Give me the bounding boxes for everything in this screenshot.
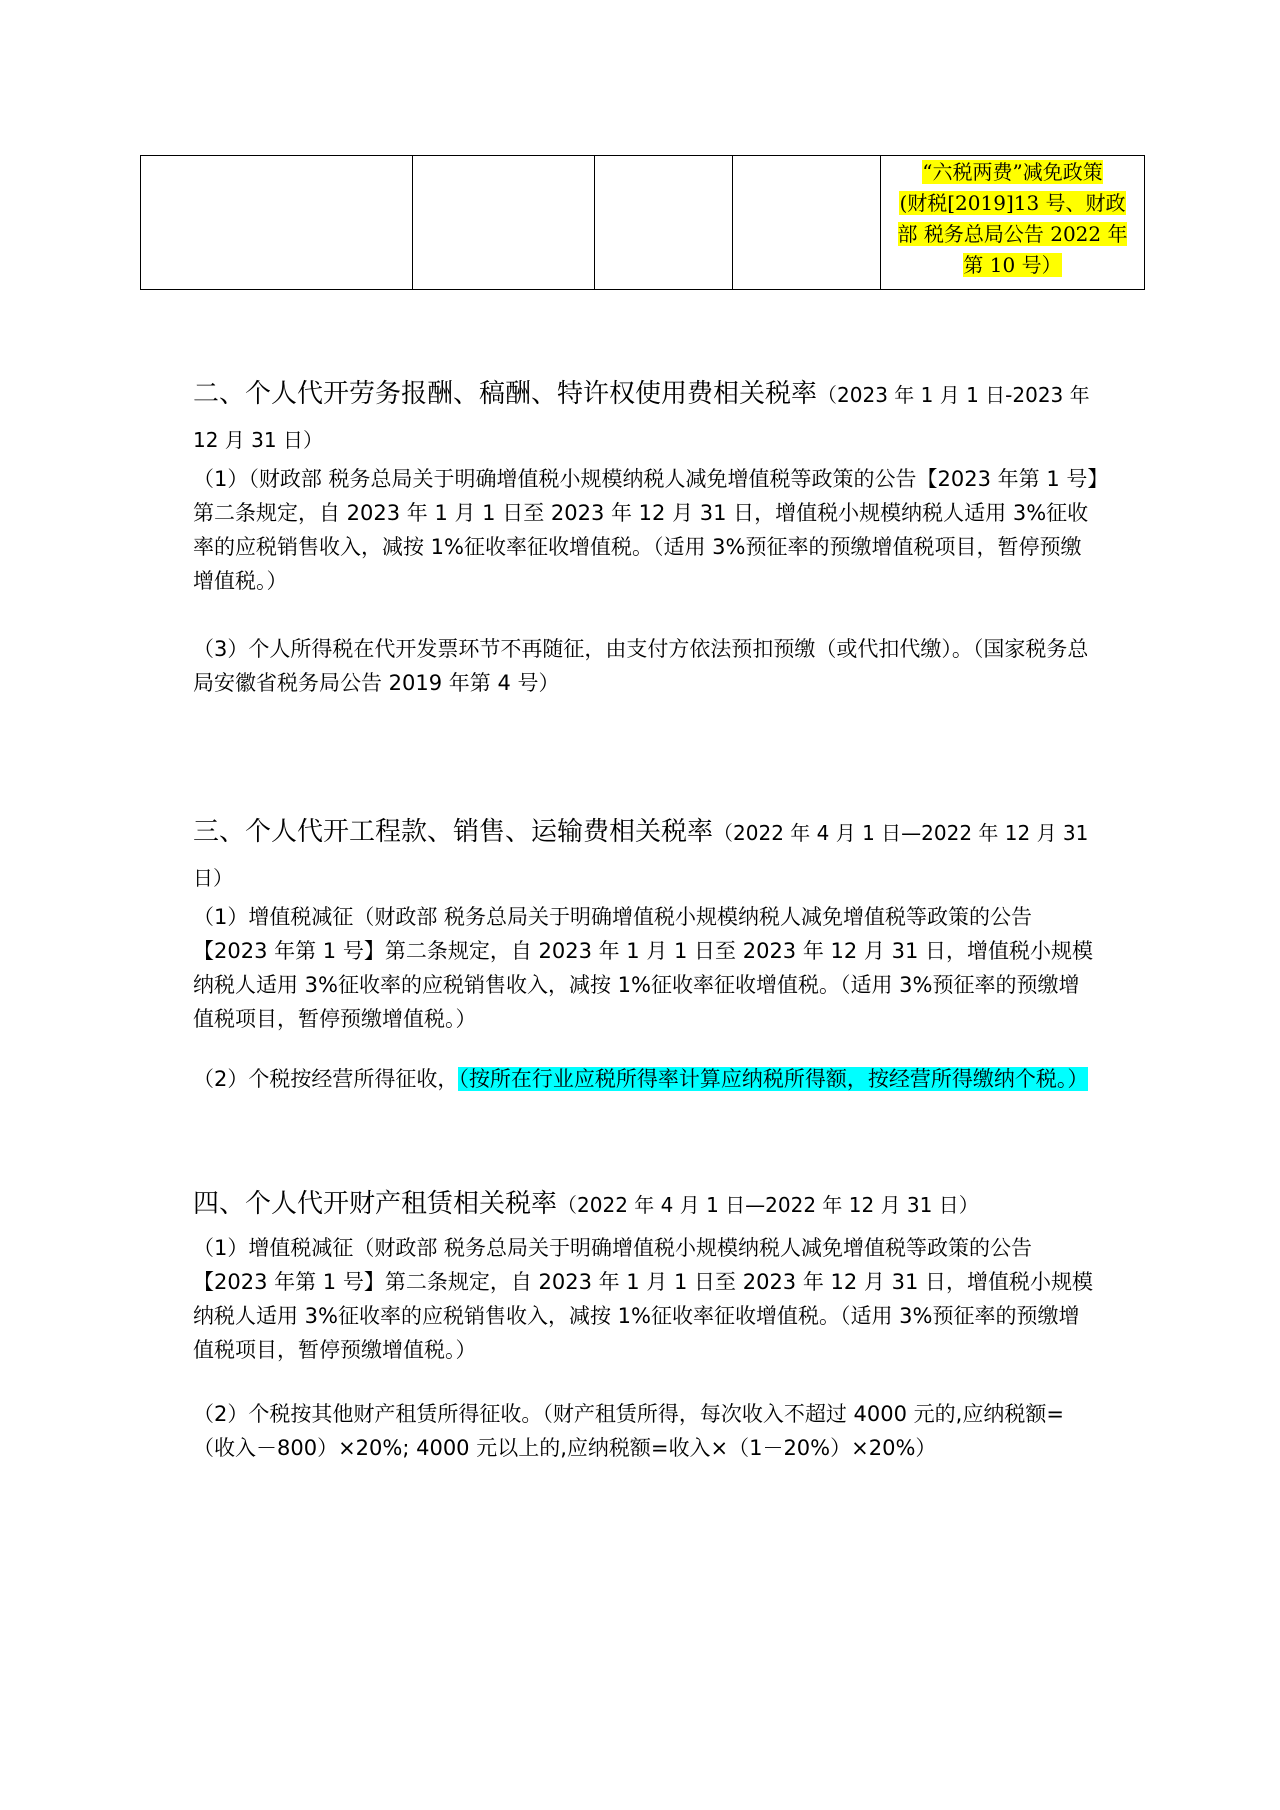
section-4-para-1: （1）增值税减征（财政部 税务总局关于明确增值税小规模纳税人减免增值税等政策的公告【2023 年第 1 号】第二条规定，自 2023 年 1 月 1 日至 2023 年 12 月 31 日，增值税小规模纳税人适用 3%征收率的应税销售收入，减按 1%征收率征收增值税。（适用 3%预征率的预缴增值税项目，暂停预缴增值税。） bbox=[193, 1236, 1093, 1362]
policy-line: “六税两费”减免政策 bbox=[922, 160, 1103, 184]
section-3-title: 三、个人代开工程款、销售、运输费相关税率 bbox=[193, 817, 714, 847]
section-2-title: 二、个人代开劳务报酬、稿酬、特许权使用费相关税率 bbox=[193, 379, 818, 409]
section-3-para-1: （1）增值税减征（财政部 税务总局关于明确增值税小规模纳税人减免增值税等政策的公告【2023 年第 1 号】第二条规定，自 2023 年 1 月 1 日至 2023 年 12 月 31 日，增值税小规模纳税人适用 3%征收率的应税销售收入，减按 1%征收率征收增值税。（适用 3%预征率的预缴增值税项目，暂停预缴增值税。） bbox=[193, 905, 1093, 1031]
section-4-title: 四、个人代开财产租赁相关税率 bbox=[193, 1189, 558, 1219]
section-4 bbox=[193, 1182, 1098, 1465]
section-3-para-2-text: （2）个税按经营所得征收， bbox=[193, 1067, 459, 1091]
section-3-highlighted-note: （按所在行业应税所得率计算应纳税所得额，按经营所得缴纳个税。） bbox=[458, 1067, 1089, 1091]
policy-table bbox=[140, 155, 1145, 290]
policy-cell bbox=[881, 156, 1145, 290]
policy-line: 部 税务总局公告 2022 年 bbox=[897, 222, 1128, 246]
section-3-date-range: （2022 年 4 月 1 日—2022 年 12 月 31 日） bbox=[193, 821, 1089, 890]
policy-line: (财税[2019]13 号、财政 bbox=[899, 191, 1126, 215]
section-3-para-2 bbox=[193, 1062, 1098, 1096]
table-cell bbox=[141, 156, 413, 290]
policy-line: 第 10 号） bbox=[963, 253, 1062, 277]
section-2-para-1: （1）（财政部 税务总局关于明确增值税小规模纳税人减免增值税等政策的公告【2023 年第 1 号】第二条规定，自 2023 年 1 月 1 日至 2023 年 12 月 31 日，增值税小规模纳税人适用 3%征收率的应税销售收入，减按 1%征收率征收增值税。（适用 3%预征率的预缴增值税项目，暂停预缴增值税。） bbox=[193, 467, 1098, 593]
section-2-para-2: （3）个人所得税在代开发票环节不再随征，由支付方依法预扣预缴（或代扣代缴）。（国家税务总局安徽省税务局公告 2019 年第 4 号） bbox=[193, 637, 1089, 695]
section-2-heading bbox=[193, 372, 1098, 462]
section-4-heading bbox=[193, 1182, 1098, 1227]
table-cell bbox=[733, 156, 881, 290]
section-3-heading bbox=[193, 810, 1098, 900]
section-3 bbox=[193, 810, 1098, 1096]
section-4-date-range: （2022 年 4 月 1 日—2022 年 12 月 31 日） bbox=[557, 1193, 979, 1217]
section-4-para-2: （2）个税按其他财产租赁所得征收。（财产租赁所得，每次收入不超过 4000 元的,应纳税额=（收入－800）×20%; 4000 元以上的,应纳税额=收入×（1－20%）×20%） bbox=[193, 1402, 1064, 1460]
section-2-date-range: （2023 年 1 月 1 日-2023 年 12 月 31 日） bbox=[193, 383, 1090, 452]
table-cell bbox=[413, 156, 595, 290]
section-2 bbox=[193, 372, 1098, 700]
table-cell bbox=[595, 156, 733, 290]
table-row bbox=[141, 156, 1145, 290]
